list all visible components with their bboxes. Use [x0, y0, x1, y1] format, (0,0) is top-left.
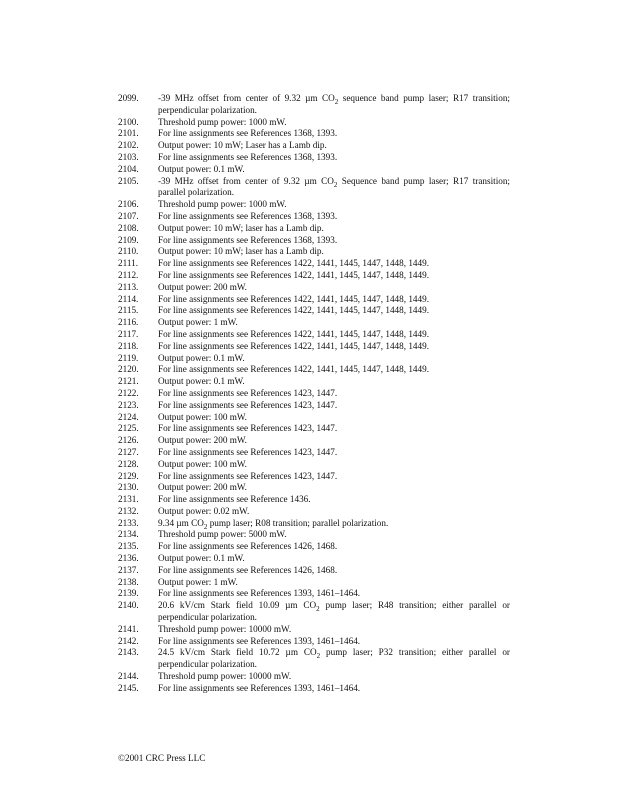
note-item: [118, 353, 510, 365]
note-text: Threshold pump power: 10000 mW.: [158, 623, 292, 634]
note-text: Output power: 0.1 mW.: [158, 163, 245, 174]
note-item: [118, 93, 510, 117]
note-text: Output power: 10 mW; laser has a Lamb dip.: [158, 222, 324, 233]
note-text: Output power: 0.1 mW.: [158, 376, 245, 387]
note-item: [118, 636, 510, 648]
note-item: [118, 482, 510, 494]
note-number: 2114.: [118, 293, 139, 304]
note-number: 2111.: [118, 258, 138, 269]
note-text: For line assignments see References 1393, 1461–1464.: [158, 682, 361, 693]
note-text: Output power: 200 mW.: [158, 435, 247, 446]
note-number: 2122.: [118, 387, 139, 398]
note-item: [118, 565, 510, 577]
note-item: [118, 317, 510, 329]
note-number: 2142.: [118, 635, 139, 646]
note-number: 2138.: [118, 576, 139, 587]
note-text: For line assignments see References 1426, 1468.: [158, 541, 338, 552]
note-item: [118, 553, 510, 565]
note-number: 2130.: [118, 482, 139, 493]
note-text: Output power: 200 mW.: [158, 281, 247, 292]
note-number: 2124.: [118, 411, 139, 422]
note-number: 2107.: [118, 210, 139, 221]
note-number: 2112.: [118, 269, 139, 280]
note-number: 2144.: [118, 671, 139, 682]
note-item: [118, 152, 510, 164]
note-number: 2132.: [118, 505, 139, 516]
note-number: 2116.: [118, 317, 139, 328]
note-text: Output power: 10 mW; laser has a Lamb dip.: [158, 246, 324, 257]
note-text: For line assignments see References 1368, 1393.: [158, 210, 338, 221]
note-number: 2125.: [118, 423, 139, 434]
note-text: For line assignments see References 1368, 1393.: [158, 234, 338, 245]
note-text: For line assignments see References 1423, 1447.: [158, 399, 338, 410]
note-number: 2106.: [118, 199, 139, 210]
note-number: 2118.: [118, 340, 139, 351]
note-item: [118, 341, 510, 353]
note-text: Threshold pump power: 1000 mW.: [158, 199, 287, 210]
note-item: [118, 671, 510, 683]
note-number: 2127.: [118, 446, 139, 457]
note-number: 2113.: [118, 281, 139, 292]
note-item: [118, 176, 510, 200]
note-item: [118, 447, 510, 459]
note-item: [118, 376, 510, 388]
note-number: 2110.: [118, 246, 139, 257]
note-text: For line assignments see References 1423, 1447.: [158, 387, 338, 398]
note-text: For line assignments see References 1422, 1441, 1445, 1447, 1448, 1449.: [158, 364, 429, 375]
note-text: Output power: 0.1 mW.: [158, 553, 245, 564]
note-item: [118, 577, 510, 589]
note-text: For line assignments see Reference 1436.: [158, 494, 311, 505]
note-number: 2140.: [118, 600, 139, 611]
note-item: [118, 518, 510, 530]
note-text: Output power: 0.02 mW.: [158, 505, 250, 516]
note-text: 9.34 µm $CO_2$ pump laser; R08 transition; parallel polarization.: [158, 517, 389, 531]
note-number: 2131.: [118, 494, 139, 505]
note-item: [118, 683, 510, 695]
note-number: 2136.: [118, 553, 139, 564]
note-number: 2115.: [118, 305, 139, 316]
note-number: 2119.: [118, 352, 139, 363]
note-text: For line assignments see References 1422, 1441, 1445, 1447, 1448, 1449.: [158, 328, 429, 339]
note-number: 2143.: [118, 647, 139, 658]
note-item: [118, 140, 510, 152]
note-item: [118, 258, 510, 270]
note-text: For line assignments see References 1393, 1461–1464.: [158, 588, 361, 599]
note-number: 2101.: [118, 128, 139, 139]
note-number: 2102.: [118, 140, 139, 151]
note-text: Output power: 200 mW.: [158, 482, 247, 493]
note-text: For line assignments see References 1422, 1441, 1445, 1447, 1448, 1449.: [158, 340, 429, 351]
note-item: [118, 388, 510, 400]
note-number: 2123.: [118, 399, 139, 410]
note-text: Threshold pump power: 5000 mW.: [158, 529, 287, 540]
note-text: For line assignments see References 1423, 1447.: [158, 423, 338, 434]
note-number: 2133.: [118, 517, 139, 528]
note-item: [118, 117, 510, 129]
note-item: [118, 294, 510, 306]
note-item: [118, 506, 510, 518]
note-text: Output power: 10 mW; Laser has a Lamb dip.: [158, 140, 327, 151]
note-item: [118, 329, 510, 341]
note-item: [118, 423, 510, 435]
notes-list: [118, 93, 510, 695]
note-item: [118, 529, 510, 541]
note-text: Output power: 1 mW.: [158, 576, 238, 587]
note-item: [118, 459, 510, 471]
note-text: Threshold pump power: 1000 mW.: [158, 116, 287, 127]
note-number: 2108.: [118, 222, 139, 233]
note-text: For line assignments see References 1426, 1468.: [158, 564, 338, 575]
note-number: 2137.: [118, 564, 139, 575]
note-text: For line assignments see References 1368, 1393.: [158, 128, 338, 139]
copyright-footer: ©2001 CRC Press LLC: [118, 753, 206, 763]
note-item: [118, 588, 510, 600]
note-item: [118, 494, 510, 506]
note-item: [118, 246, 510, 258]
note-item: [118, 235, 510, 247]
note-text: For line assignments see References 1422, 1441, 1445, 1447, 1448, 1449.: [158, 269, 429, 280]
note-number: 2141.: [118, 623, 139, 634]
note-number: 2135.: [118, 541, 139, 552]
note-text: For line assignments see References 1422, 1441, 1445, 1447, 1448, 1449.: [158, 305, 429, 316]
note-text: -39 MHz offset from center of 9.32 µm $CO_2$ Sequence band pump laser; R17 transition; parallel polarization.: [158, 175, 510, 198]
note-number: 2104.: [118, 163, 139, 174]
note-text: For line assignments see References 1423, 1447.: [158, 446, 338, 457]
note-text: Threshold pump power: 10000 mW.: [158, 671, 292, 682]
note-number: 2120.: [118, 364, 139, 375]
note-item: [118, 541, 510, 553]
note-text: Output power: 100 mW.: [158, 458, 247, 469]
note-number: 2099.: [118, 93, 139, 103]
note-number: 2134.: [118, 529, 139, 540]
note-number: 2117.: [118, 328, 139, 339]
note-number: 2105.: [118, 175, 139, 186]
note-item: [118, 400, 510, 412]
note-text: For line assignments see References 1368, 1393.: [158, 151, 338, 162]
note-text: Output power: 100 mW.: [158, 411, 247, 422]
note-text: Output power: 0.1 mW.: [158, 352, 245, 363]
note-number: 2126.: [118, 435, 139, 446]
note-text: -39 MHz offset from center of 9.32 µm $CO_2$ sequence band pump laser; R17 transition; perpendicular polarization.: [158, 93, 510, 115]
note-item: [118, 305, 510, 317]
note-text: For line assignments see References 1422, 1441, 1445, 1447, 1448, 1449.: [158, 258, 429, 269]
note-item: [118, 624, 510, 636]
note-item: [118, 270, 510, 282]
note-number: 2139.: [118, 588, 139, 599]
note-text: 20.6 kV/cm Stark field 10.09 µm $CO_2$ pump laser; R48 transition; either parallel or perpendicular polarization.: [158, 600, 510, 623]
note-text: For line assignments see References 1422, 1441, 1445, 1447, 1448, 1449.: [158, 293, 429, 304]
note-item: [118, 223, 510, 235]
note-item: [118, 199, 510, 211]
note-number: 2128.: [118, 458, 139, 469]
note-number: 2109.: [118, 234, 139, 245]
note-number: 2100.: [118, 116, 139, 127]
note-item: [118, 211, 510, 223]
note-item: [118, 647, 510, 671]
note-number: 2129.: [118, 470, 139, 481]
note-item: [118, 435, 510, 447]
note-number: 2103.: [118, 151, 139, 162]
note-text: For line assignments see References 1393, 1461–1464.: [158, 635, 361, 646]
note-item: [118, 364, 510, 376]
note-text: For line assignments see References 1423, 1447.: [158, 470, 338, 481]
note-text: Output power: 1 mW.: [158, 317, 238, 328]
note-item: [118, 600, 510, 624]
note-item: [118, 164, 510, 176]
note-number: 2145.: [118, 682, 139, 693]
note-text: 24.5 kV/cm Stark field 10.72 µm $CO_2$ pump laser; P32 transition; either parallel or perpendicular polarization.: [158, 647, 510, 670]
note-number: 2121.: [118, 376, 139, 387]
note-item: [118, 471, 510, 483]
note-item: [118, 412, 510, 424]
note-item: [118, 128, 510, 140]
note-item: [118, 282, 510, 294]
